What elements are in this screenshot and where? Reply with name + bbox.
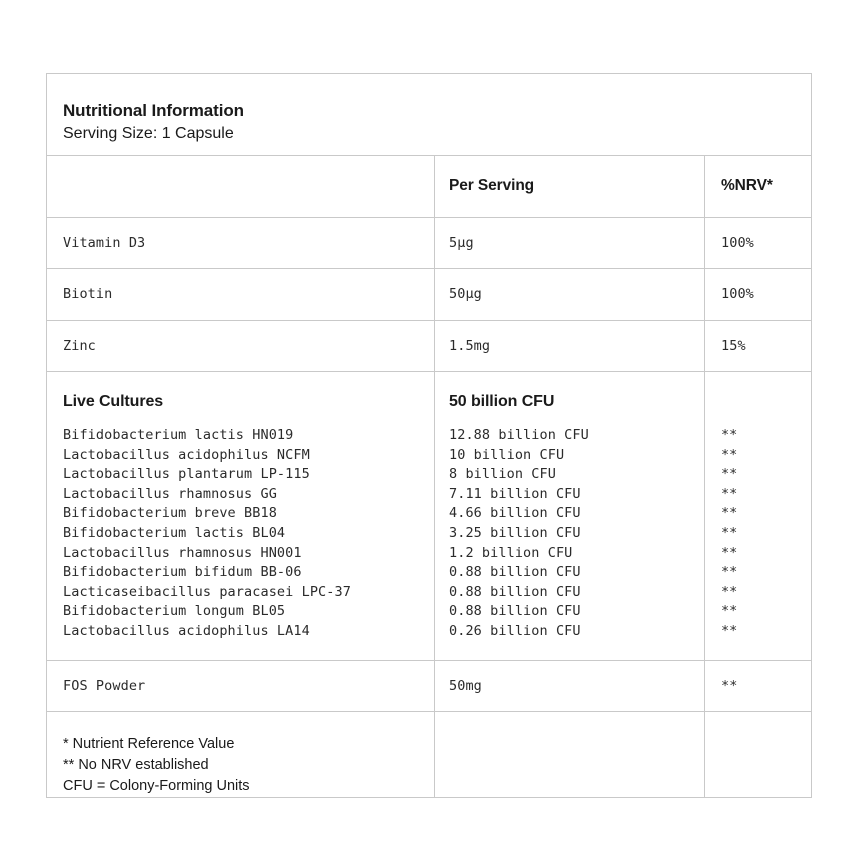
footnote-line: ** No NRV established: [63, 757, 209, 774]
footnote-line: * Nutrient Reference Value: [63, 736, 235, 753]
list-item: Lactobacillus acidophilus LA14: [63, 622, 310, 639]
list-item: Lactobacillus plantarum LP-115: [63, 466, 310, 483]
fos-nrv-cell: [704, 661, 811, 711]
list-item: Bifidobacterium lactis BL04: [63, 524, 286, 541]
fos-nrv: **: [721, 677, 738, 694]
list-item: 0.88 billion CFU: [449, 564, 581, 581]
nutrient-name: Zinc: [63, 337, 96, 354]
nutrient-name-cell: [47, 269, 434, 319]
list-item: Lactobacillus rhamnosus GG: [63, 485, 277, 502]
table-title-row: [47, 74, 811, 156]
fos-amount-cell: [434, 661, 704, 711]
list-item: 0.26 billion CFU: [449, 622, 581, 639]
list-item: Bifidobacterium lactis HN019: [63, 427, 294, 443]
page-title: Nutritional Information: [63, 101, 244, 120]
live-cultures-row: [47, 372, 811, 661]
nutrient-nrv: 15%: [721, 337, 746, 354]
nutrition-table: [47, 74, 811, 797]
nutrient-nrv: 100%: [721, 286, 754, 303]
nutrient-nrv-cell: [704, 269, 811, 319]
fos-name-cell: [47, 661, 434, 711]
list-item: 0.88 billion CFU: [449, 583, 581, 600]
list-item: **: [721, 544, 738, 561]
list-item: Lactobacillus acidophilus NCFM: [63, 446, 310, 463]
nutrient-amount-cell: [434, 269, 704, 319]
list-item: **: [721, 485, 738, 502]
list-item: 1.2 billion CFU: [449, 544, 573, 561]
column-header-nrv: [704, 156, 811, 216]
strain-name-list: [63, 426, 434, 642]
list-item: **: [721, 603, 738, 620]
footnotes-cell: [47, 712, 434, 797]
column-header-nrv-label: %NRV*: [721, 177, 773, 195]
column-header-per-serving-label: Per Serving: [449, 177, 535, 195]
nutrient-amount-cell: [434, 218, 704, 268]
list-item: 4.66 billion CFU: [449, 505, 581, 522]
column-header-per-serving: [434, 156, 704, 216]
list-item: **: [721, 583, 738, 600]
nutrient-amount: 5µg: [449, 234, 474, 251]
list-item: Lactobacillus rhamnosus HN001: [63, 544, 302, 561]
live-cultures-total: 50 billion CFU: [449, 393, 555, 410]
list-item: Bifidobacterium bifidum BB-06: [63, 564, 302, 581]
fos-amount: 50mg: [449, 677, 482, 694]
strain-cfu-list: [449, 426, 704, 642]
fos-name: FOS Powder: [63, 677, 146, 694]
footnotes-row: [47, 712, 811, 797]
table-header-row: [47, 156, 811, 217]
list-item: **: [721, 524, 738, 541]
column-header-nutrient: [47, 156, 434, 216]
list-item: **: [721, 564, 738, 581]
nutrient-name-cell: [47, 321, 434, 371]
list-item: 3.25 billion CFU: [449, 524, 581, 541]
nutrient-nrv: 100%: [721, 234, 754, 251]
nutrient-amount: 50µg: [449, 286, 482, 303]
nutrient-nrv-cell: [704, 218, 811, 268]
list-item: 10 billion CFU: [449, 446, 565, 463]
list-item: **: [721, 505, 738, 522]
list-item: **: [721, 466, 738, 483]
list-item: Bifidobacterium breve BB18: [63, 505, 277, 522]
strain-nrv-list: [721, 392, 811, 642]
table-row: [47, 661, 811, 712]
list-item: **: [721, 622, 738, 639]
list-item: **: [721, 446, 738, 463]
nutrient-nrv-cell: [704, 321, 811, 371]
list-item: 0.88 billion CFU: [449, 603, 581, 620]
live-cultures-nrv-cell: [704, 372, 811, 660]
live-cultures-heading: Live Cultures: [63, 393, 164, 410]
list-item: Bifidobacterium longum BL05: [63, 603, 286, 620]
nutrient-amount-cell: [434, 321, 704, 371]
footnote-line: CFU = Colony-Forming Units: [63, 778, 250, 795]
live-cultures-amounts-cell: [434, 372, 704, 660]
nutrient-amount: 1.5mg: [449, 337, 491, 354]
table-row: [47, 269, 811, 320]
list-item: Lacticaseibacillus paracasei LPC-37: [63, 583, 351, 600]
list-item: **: [721, 427, 738, 443]
table-row: [47, 321, 811, 372]
title-cell: [47, 74, 811, 155]
list-item: 12.88 billion CFU: [449, 427, 589, 443]
nutrient-name-cell: [47, 218, 434, 268]
list-item: 7.11 billion CFU: [449, 485, 581, 502]
serving-size-label: Serving Size: 1 Capsule: [63, 125, 234, 142]
table-row: [47, 218, 811, 269]
list-item: 8 billion CFU: [449, 466, 556, 483]
nutrient-name: Vitamin D3: [63, 234, 146, 251]
nutritional-information-panel: [46, 73, 812, 798]
footnotes-empty-cell-serving: [434, 712, 704, 797]
live-cultures-names-cell: [47, 372, 434, 660]
nutrient-name: Biotin: [63, 286, 113, 303]
footnotes-empty-cell-nrv: [704, 712, 811, 797]
